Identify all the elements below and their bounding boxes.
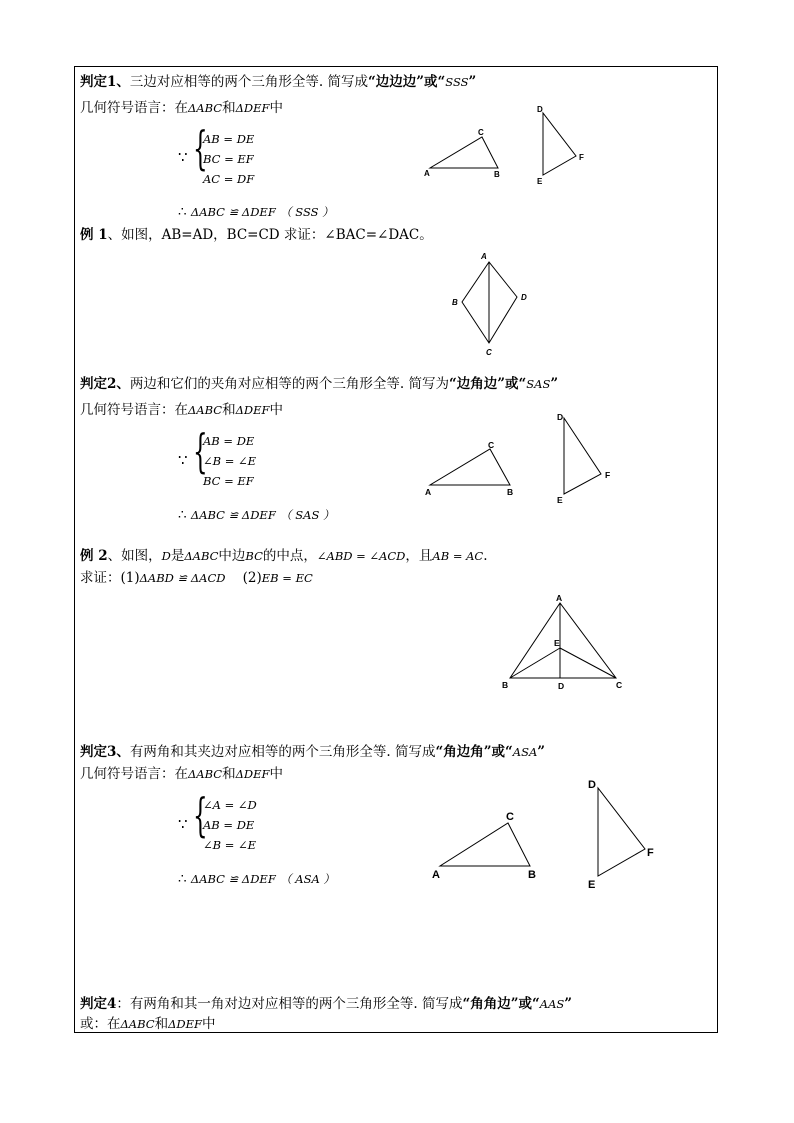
s3-cond-1: ∠A = ∠D [203,798,257,812]
s2-label-e: E [557,495,563,505]
s3-in: 中 [269,766,283,782]
s1-brace: { [193,121,208,175]
s1-lang-prefix: 几何符号语言：在 [80,100,188,116]
ex1-label-c: C [486,348,492,357]
s2-label-c: C [488,440,495,450]
s2-short-name: 边角边 [456,376,498,392]
s4-heading-text: ：有两角和其一角对边对应相等的两个三角形全等. 简写成 [116,996,463,1012]
s2-cond-1: AB = DE [203,434,255,448]
s3-label-b: B [528,869,536,881]
s2-quote-close: ” [497,376,506,392]
ex2-label-a: A [556,593,563,603]
s4-quote-close-2: ” [564,996,573,1012]
s4-in: 中 [201,1016,216,1032]
s2-quote-open-2: “ [518,376,527,392]
ex2-prove2: EB = EC [261,571,313,585]
s4-tri2: ΔDEF [168,1017,202,1031]
s1-tri2: ΔDEF [235,101,270,115]
s2-tri1: ΔABC [188,403,223,417]
s2-in: 中 [269,402,283,418]
s3-heading-text: 有两角和其夹边对应相等的两个三角形全等. 简写成 [129,744,436,760]
ex2-label-b: B [502,680,509,690]
s3-quote-close: ” [483,744,492,760]
s1-label-e: E [537,177,543,186]
s1-quote-close-2: ” [468,74,477,90]
s1-and: 和 [222,100,236,116]
s3-therefore-symbol: ∴ [178,871,187,887]
s4-lang-prefix: 或：在 [80,1016,121,1032]
s2-tri2: ΔDEF [235,403,270,417]
ex2-text-c: 中边 [218,548,246,564]
s1-quote-close: ” [416,74,425,90]
s2-cond-2: ∠B = ∠E [203,454,257,468]
ex2-prove2-label: (2) [242,570,262,586]
s2-heading-label: 判定2、 [80,376,130,392]
s2-reason: （ SAS ） [280,508,335,522]
s3-label-f: F [647,847,654,859]
s4-short-name: 角角边 [470,996,511,1012]
ex1-text: 、如图，AB=AD，BC=CD 求证：∠BAC=∠DAC。 [107,227,433,243]
s4-and: 和 [154,1016,169,1032]
ex2-text-b: 是 [170,548,185,564]
ex2-point-d: D [161,549,171,563]
s3-tri2: ΔDEF [235,767,270,781]
s4-quote-open-2: “ [532,996,540,1012]
s1-or: 或 [424,74,438,90]
s1-cond-3: AC = DF [203,172,255,186]
s2-quote-open: “ [449,376,457,392]
ex2-text-d: 的中点， [262,548,317,564]
s3-label-d: D [588,779,596,791]
s2-brace: { [193,424,208,478]
s2-label-d: D [557,412,564,422]
s2-because-symbol: ∵ [178,451,188,469]
ex2-end: . [483,548,488,564]
s2-quote-close-2: ” [550,376,559,392]
s4-quote-open: “ [462,996,471,1012]
s2-label-b: B [507,487,514,497]
s3-quote-open-2: “ [505,744,513,760]
s1-heading-label: 判定1、 [80,74,130,90]
s3-tri1: ΔABC [188,767,223,781]
s3-and: 和 [222,766,236,782]
s3-conclusion: ΔABC ≌ ΔDEF [190,872,276,886]
s1-tri1: ΔABC [188,101,223,115]
s3-reason: （ ASA ） [280,872,335,886]
s3-or: 或 [491,744,506,760]
ex1-label-a: A [481,252,487,261]
ex2-tri: ΔABC [184,549,219,563]
ex2-label-e: E [554,638,560,648]
s1-quote-open-2: “ [437,74,446,90]
s2-lang-prefix: 几何符号语言：在 [80,402,188,418]
s3-quote-close-2: ” [537,744,546,760]
s3-code: ASA [512,745,538,759]
ex2-label-d: D [558,681,565,691]
s3-heading-label: 判定3、 [80,744,130,760]
s4-tri1: ΔABC [120,1017,155,1031]
s2-label-a: A [425,487,432,497]
ex2-angles: ∠ABD = ∠ACD [316,549,406,563]
s2-therefore-symbol: ∴ [178,507,187,523]
s2-and: 和 [222,402,236,418]
s3-because-symbol: ∵ [178,815,188,833]
s1-label-a: A [424,169,430,178]
s1-quote-open: “ [368,74,376,90]
s1-short-name: 边边边 [375,74,417,90]
ex2-prove1: ΔABD ≌ ΔACD [139,571,226,585]
s2-or: 或 [505,376,519,392]
s3-label-a: A [432,869,440,881]
s1-code: SSS [445,75,469,89]
s1-in: 中 [269,100,283,116]
ex1-label-b: B [452,298,458,307]
s2-cond-3: BC = EF [203,474,254,488]
s4-code: AAS [539,997,565,1011]
s3-label-c: C [506,811,514,823]
s1-heading-text: 三边对应相等的两个三角形全等. 简写成 [129,74,368,90]
s2-heading-text: 两边和它们的夹角对应相等的两个三角形全等. 简写为 [129,376,449,392]
ex1-label-d: D [521,293,527,302]
s1-reason: （ SSS ） [280,205,334,219]
s1-therefore-symbol: ∴ [178,204,187,220]
s2-conclusion: ΔABC ≌ ΔDEF [190,508,276,522]
ex2-label: 例 2 [80,548,108,564]
s3-brace: { [193,788,208,842]
s4-or: 或 [518,996,533,1012]
s1-label-d: D [537,105,543,114]
s3-cond-3: ∠B = ∠E [203,838,257,852]
s3-label-e: E [588,879,596,891]
s3-quote-open: “ [435,744,444,760]
s1-label-f: F [579,153,584,162]
s2-code: SAS [526,377,551,391]
s2-label-f: F [605,470,611,480]
s4-heading-label: 判定4 [80,996,117,1012]
s3-lang-prefix: 几何符号语言：在 [80,766,188,782]
s4-lang-line [80,1015,215,1033]
s1-conclusion: ΔABC ≌ ΔDEF [190,205,276,219]
s1-cond-2: BC = EF [203,152,254,166]
s1-cond-1: AB = DE [203,132,255,146]
s3-cond-2: AB = DE [203,818,255,832]
ex2-side-bc: BC [245,549,263,563]
s1-label-c: C [478,128,484,137]
ex2-prove-label: 求证：(1) [80,570,140,586]
ex2-sides: AB = AC [432,549,484,563]
ex2-text-a: 、如图， [107,548,162,564]
s4-heading [80,995,572,1013]
ex1-label: 例 1 [80,227,108,243]
ex2-label-c: C [616,680,623,690]
s4-quote-close: ” [510,996,519,1012]
s1-label-b: B [494,170,500,179]
s3-short-name: 角边角 [443,744,484,760]
s1-because-symbol: ∵ [178,148,188,166]
ex2-text-e: ，且 [405,548,433,564]
